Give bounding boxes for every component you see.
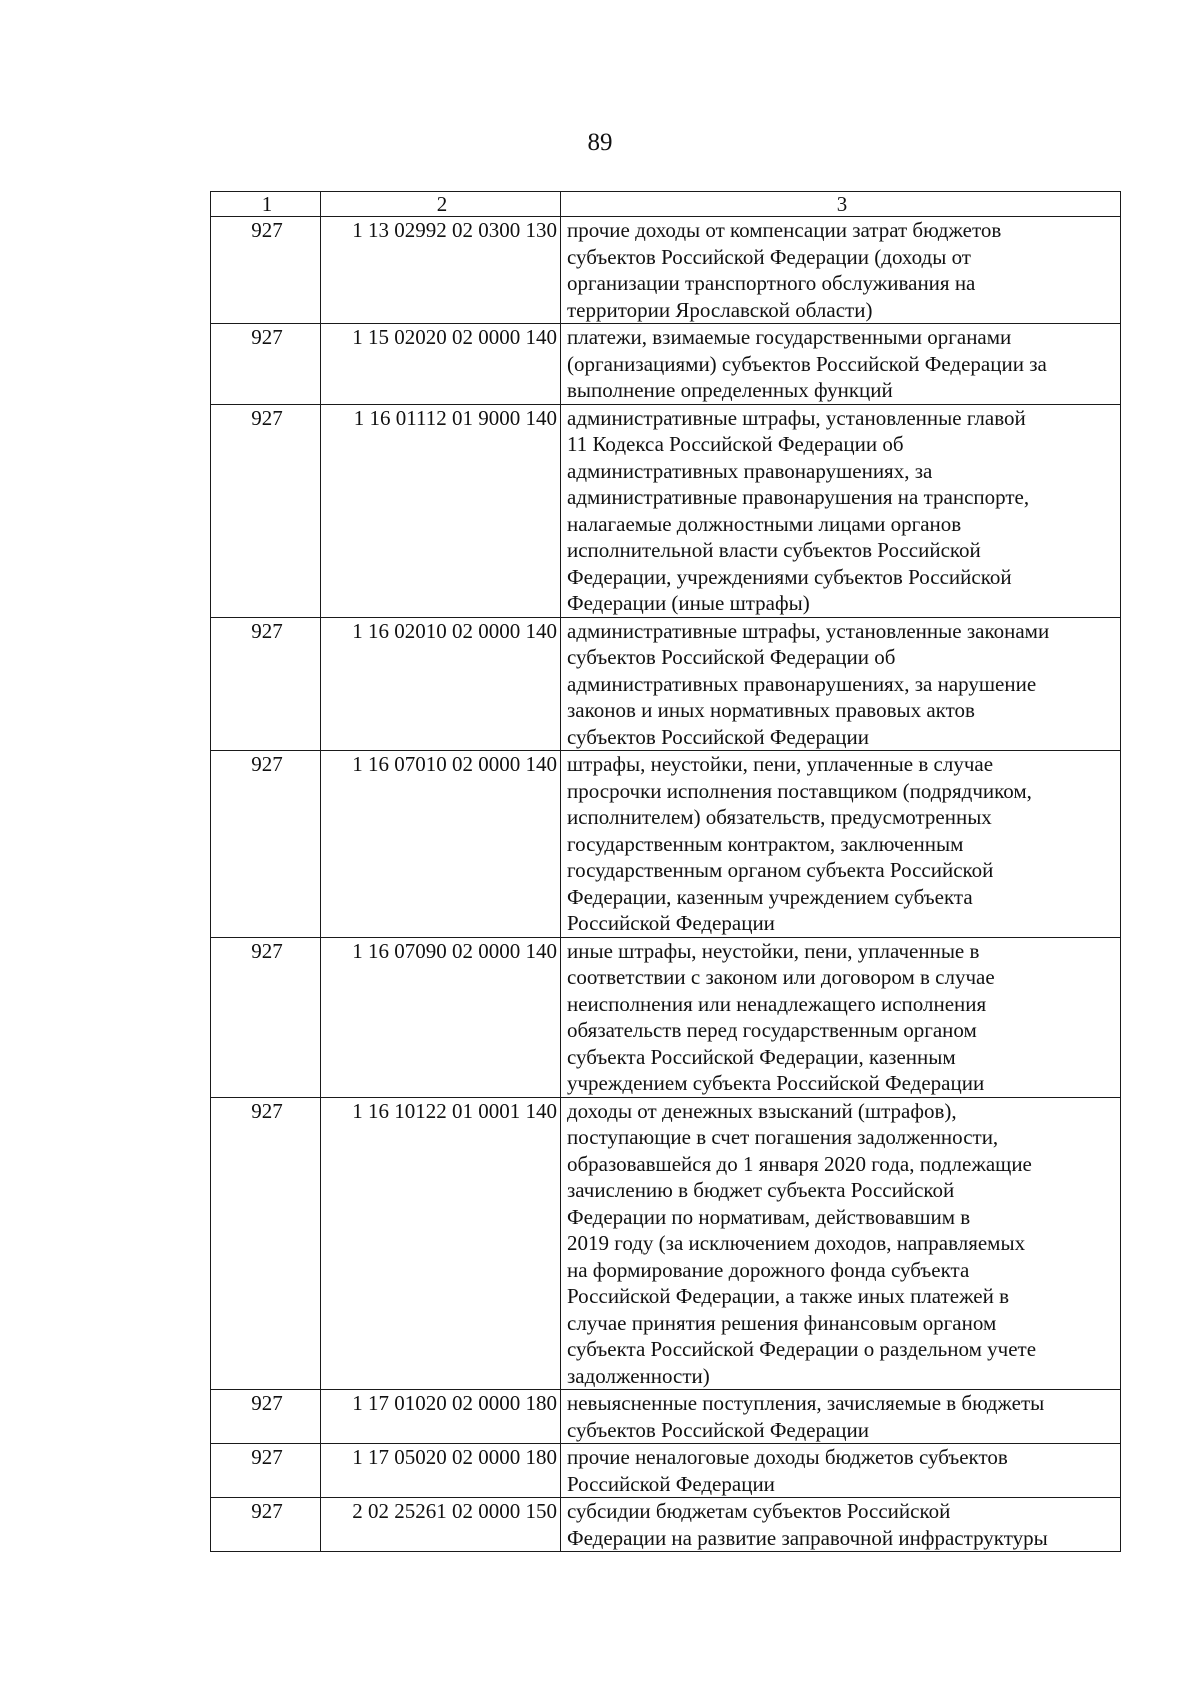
column-header-1: 1 (211, 192, 321, 217)
page-number: 89 (587, 129, 613, 156)
description-line: субъекта Российской Федерации, казенным (567, 1044, 956, 1069)
description-cell (561, 1390, 1121, 1444)
description-line: Российской Федерации (567, 911, 775, 935)
admin-code-cell: 927 (211, 937, 321, 1097)
description-cell (561, 404, 1121, 617)
admin-code-cell: 927 (211, 324, 321, 405)
description-line: субъектов Российской Федерации об (567, 645, 896, 669)
description-cell (561, 1444, 1121, 1498)
table-body (211, 217, 1121, 1552)
table-row (211, 751, 1121, 938)
description-line: государственным органом субъекта Российской (567, 858, 994, 882)
description-line: штрафы, неустойки, пени, уплаченные в случае (567, 752, 994, 776)
description-line: субъектов Российской Федерации (доходы от (567, 244, 971, 269)
budget-code-cell: 1 16 01112 01 9000 140 (321, 404, 561, 617)
description-line: просрочки исполнения поставщиком (подрядчиком, (567, 778, 1032, 803)
description-line: соответствии с законом или договором в случае (567, 965, 995, 989)
description-line: Федерации (иные штрафы) (567, 591, 810, 615)
description-line: обязательств перед государственным органом (567, 1018, 977, 1042)
admin-code-cell: 927 (211, 1390, 321, 1444)
description-cell (561, 1097, 1121, 1390)
description-line: случае принятия решения финансовым органом (567, 1310, 997, 1335)
description-cell (561, 324, 1121, 405)
table-row (211, 1498, 1121, 1552)
description-cell (561, 751, 1121, 938)
description-line: зачислению в бюджет субъекта Российской (567, 1178, 955, 1202)
description-line: Федерации, казенным учреждением субъекта (567, 884, 973, 909)
budget-code-cell: 1 16 10122 01 0001 140 (321, 1097, 561, 1390)
budget-classification-table (210, 191, 1121, 1552)
budget-code-cell: 1 13 02992 02 0300 130 (321, 217, 561, 324)
description-line: организации транспортного обслуживания на (567, 271, 976, 295)
budget-code-cell: 1 15 02020 02 0000 140 (321, 324, 561, 405)
description-line: субсидии бюджетам субъектов Российской (567, 1499, 951, 1523)
table-row (211, 404, 1121, 617)
description-line: административные штрафы, установленные главой (567, 405, 1026, 430)
table-row (211, 937, 1121, 1097)
description-line: субъектов Российской Федерации (567, 724, 870, 749)
description-cell (561, 617, 1121, 751)
budget-code-cell: 1 17 05020 02 0000 180 (321, 1444, 561, 1498)
table-row (211, 217, 1121, 324)
description-line: Федерации по нормативам, действовавшим в (567, 1204, 971, 1229)
description-line: субъекта Российской Федерации о раздельном учете (567, 1337, 1037, 1361)
column-header-3: 3 (561, 192, 1121, 217)
description-line: Российской Федерации, а также иных платежей в (567, 1284, 1010, 1308)
admin-code-cell: 927 (211, 1097, 321, 1390)
description-line: (организациями) субъектов Российской Федерации за (567, 351, 1047, 376)
description-line: поступающие в счет погашения задолженности, (567, 1125, 999, 1149)
description-line: административных правонарушениях, за (567, 458, 933, 483)
description-line: учреждением субъекта Российской Федерации (567, 1071, 985, 1095)
budget-code-cell: 1 16 07090 02 0000 140 (321, 937, 561, 1097)
table-row (211, 324, 1121, 405)
admin-code-cell: 927 (211, 751, 321, 938)
budget-code-cell: 1 16 02010 02 0000 140 (321, 617, 561, 751)
admin-code-cell: 927 (211, 617, 321, 751)
description-line: Федерации на развитие заправочной инфраструктуры (567, 1525, 1048, 1550)
description-line: неисполнения или ненадлежащего исполнения (567, 991, 987, 1016)
description-line: 2019 году (за исключением доходов, направляемых (567, 1231, 1026, 1255)
description-line: административные штрафы, установленные законами (567, 618, 1050, 643)
description-line: невыясненные поступления, зачисляемые в бюджеты (567, 1391, 1045, 1415)
description-line: территории Ярославской области) (567, 297, 873, 322)
table-row (211, 1390, 1121, 1444)
description-line: административных правонарушениях, за нарушение (567, 671, 1037, 696)
budget-code-cell: 2 02 25261 02 0000 150 (321, 1498, 561, 1552)
description-line: задолженности) (567, 1363, 710, 1388)
admin-code-cell: 927 (211, 1444, 321, 1498)
description-line: субъектов Российской Федерации (567, 1417, 870, 1442)
table-row (211, 617, 1121, 751)
description-line: Федерации, учреждениями субъектов Российской (567, 564, 1012, 589)
description-line: прочие неналоговые доходы бюджетов субъектов (567, 1445, 1008, 1469)
description-line: государственным контрактом, заключенным (567, 831, 964, 856)
description-line: иные штрафы, неустойки, пени, уплаченные в (567, 938, 980, 963)
admin-code-cell: 927 (211, 404, 321, 617)
description-line: налагаемые должностными лицами органов (567, 511, 962, 536)
description-line: платежи, взимаемые государственными органами (567, 325, 1012, 349)
budget-code-cell: 1 16 07010 02 0000 140 (321, 751, 561, 938)
description-line: прочие доходы от компенсации затрат бюджетов (567, 218, 1002, 242)
description-line: 11 Кодекса Российской Федерации об (567, 432, 904, 456)
description-line: исполнителем) обязательств, предусмотренных (567, 805, 992, 829)
column-header-2: 2 (321, 192, 561, 217)
table-row (211, 1097, 1121, 1390)
description-line: законов и иных нормативных правовых актов (567, 698, 975, 722)
description-line: выполнение определенных функций (567, 378, 893, 402)
admin-code-cell: 927 (211, 1498, 321, 1552)
table-row (211, 1444, 1121, 1498)
description-cell (561, 937, 1121, 1097)
description-line: на формирование дорожного фонда субъекта (567, 1257, 970, 1282)
description-line: административные правонарушения на транспорте, (567, 485, 1030, 509)
description-line: Российской Федерации (567, 1471, 775, 1496)
description-cell (561, 1498, 1121, 1552)
description-line: исполнительной власти субъектов Российской (567, 538, 981, 562)
admin-code-cell: 927 (211, 217, 321, 324)
description-line: доходы от денежных взысканий (штрафов), (567, 1098, 957, 1123)
description-line: образовавшейся до 1 января 2020 года, подлежащие (567, 1151, 1032, 1176)
table-header-row (211, 192, 1121, 217)
description-cell (561, 217, 1121, 324)
budget-code-cell: 1 17 01020 02 0000 180 (321, 1390, 561, 1444)
